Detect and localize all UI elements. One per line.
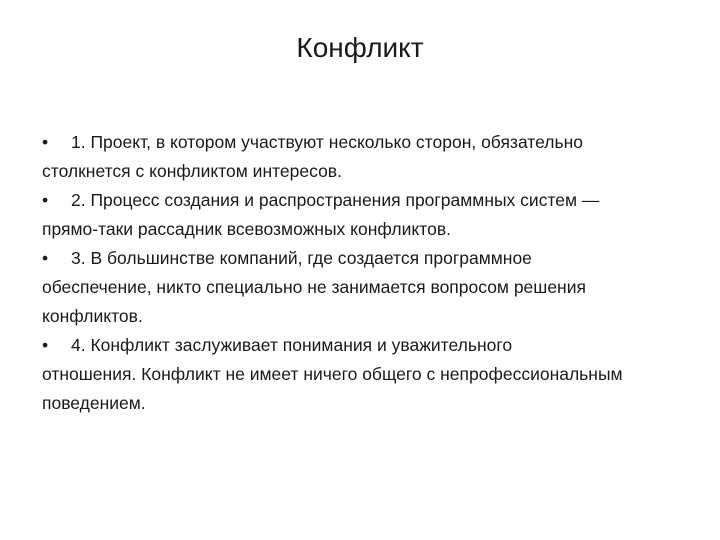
bullet-icon: • — [42, 190, 49, 210]
bullet-item-1-continuation: столкнется с конфликтом интересов. — [42, 161, 342, 181]
bullet-item-1 — [42, 128, 682, 186]
bullet-item-3-continuation: обеспечение, никто специально не занимается вопросом решения конфликтов. — [42, 277, 586, 326]
bullet-icon: • — [42, 132, 49, 152]
bullet-icon: • — [42, 335, 49, 355]
bullet-icon: • — [42, 248, 49, 268]
bullet-item-4-continuation: отношения. Конфликт не имеет ничего общего с непрофессиональным поведением. — [42, 364, 623, 413]
bullet-list — [42, 128, 682, 418]
bullet-item-1-first-line: 1. Проект, в котором участвуют несколько сторон, обязательно — [71, 132, 583, 152]
bullet-item-3 — [42, 244, 682, 331]
slide-title: Конфликт — [296, 32, 424, 63]
bullet-item-4 — [42, 331, 682, 418]
bullet-item-2-first-line: 2. Процесс создания и распространения программных систем — — [71, 190, 600, 210]
bullet-item-3-first-line: 3. В большинстве компаний, где создается программное — [71, 248, 532, 268]
bullet-item-2-continuation: прямо-таки рассадник всевозможных конфликтов. — [42, 219, 451, 239]
bullet-item-4-first-line: 4. Конфликт заслуживает понимания и уважительного — [71, 335, 513, 355]
bullet-item-2 — [42, 186, 682, 244]
